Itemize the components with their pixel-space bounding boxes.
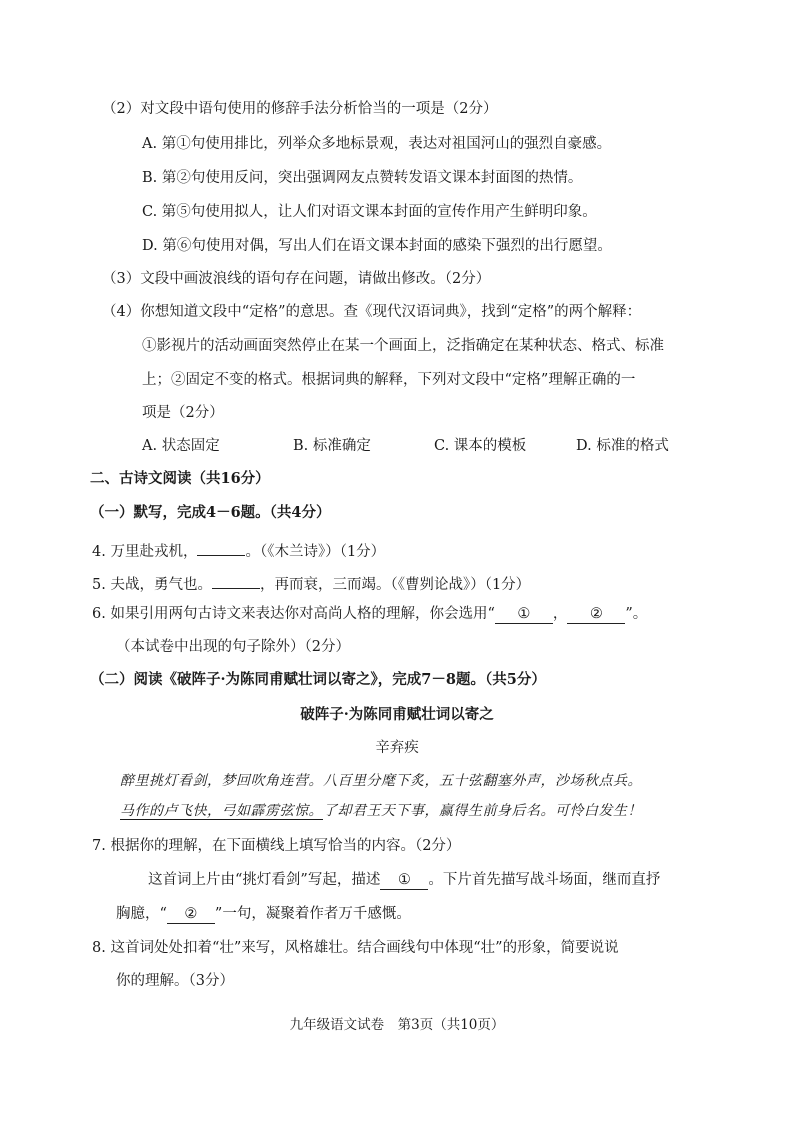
q4-option-d: D. 标准的格式: [576, 438, 669, 454]
poem-underlined-sentence: 马作的卢飞快，弓如霹雳弦惊。: [120, 803, 323, 819]
page-footer: 九年级语文试卷 第3页（共10页）: [289, 1017, 505, 1033]
q7-blank-1[interactable]: ①: [380, 871, 428, 890]
q7-line2: [116, 904, 411, 924]
q6-blank-2[interactable]: ②: [567, 605, 625, 624]
q6-line1: [92, 604, 647, 624]
q7-l2-prefix: 胸臆，“: [116, 906, 167, 922]
q8-line2: 你的理解。（3分）: [116, 973, 234, 989]
part2-title: （二）阅读《破阵子·为陈同甫赋壮词以寄之》，完成7－8题。（共5分）: [90, 671, 546, 688]
q4-recitation: [92, 537, 385, 562]
q5-answer-blank[interactable]: [212, 570, 260, 589]
poem-line-2: [120, 801, 642, 821]
q7-stem: 7. 根据你的理解，在下面横线上填写恰当的内容。（2分）: [92, 838, 461, 854]
q4-suffix: 。（《木兰诗》）（1分）: [245, 544, 386, 560]
q6-prefix: 6. 如果引用两句古诗文来表达你对高尚人格的理解，你会选用“: [92, 606, 495, 622]
part1-title: （一）默写，完成4－6题。（共4分）: [90, 504, 331, 521]
q6-sep: ，: [552, 606, 568, 622]
q3-stem: （3）文段中画波浪线的语句存在问题，请做出修改。（2分）: [102, 271, 491, 287]
q5-suffix: ，再而衰，三而竭。（《曹刿论战》）（1分）: [259, 577, 531, 593]
q7-l2-suffix: ”一句，凝聚着作者万千感慨。: [214, 906, 411, 922]
q6-line2: （本试卷中出现的句子除外）（2分）: [116, 639, 350, 655]
q2-option-b: B. 第②句使用反问，突出强调网友点赞转发语文课本封面图的热情。: [142, 170, 583, 186]
poem-title: 破阵子·为陈同甫赋壮词以寄之: [300, 706, 494, 723]
section-title: 二、古诗文阅读（共16分）: [90, 470, 270, 487]
q7-l1-suffix: 。下片首先描写战斗场面，继而直抒: [428, 872, 661, 888]
q2-option-c: C. 第⑤句使用拟人，让人们对语文课本封面的宣传作用产生鲜明印象。: [142, 204, 597, 220]
q5-prefix: 5. 夫战，勇气也。: [92, 577, 212, 593]
q4-option-a: A. 状态固定: [142, 438, 220, 454]
q5-recitation: [92, 570, 530, 595]
q6-blank-1[interactable]: ①: [495, 605, 553, 624]
q2-option-a: A. 第①句使用排比，列举众多地标景观，表达对祖国河山的强烈自豪感。: [142, 136, 612, 152]
q4-stem-line1: （4）你想知道文段中“定格”的意思。查《现代汉语词典》，找到“定格”的两个解释：: [102, 304, 642, 320]
q4-prefix: 4. 万里赴戎机，: [92, 544, 198, 560]
q2-option-d: D. 第⑥句使用对偶，写出人们在语文课本封面的感染下强烈的出行愿望。: [142, 238, 612, 254]
poem-author: 辛弃疾: [375, 740, 419, 756]
q7-line1: [148, 870, 660, 890]
q4-answer-blank[interactable]: [197, 537, 245, 556]
q7-l1-prefix: 这首词上片由“挑灯看剑”写起，描述: [148, 872, 381, 888]
q8-line1: 8. 这首词处处扣着“壮”来写，风格雄壮。结合画线句中体现“壮”的形象，简要说说: [92, 940, 619, 956]
q7-blank-2[interactable]: ②: [167, 905, 215, 924]
q6-suffix: ”。: [625, 606, 648, 622]
q4-stem-line2: ①影视片的活动画面突然停止在某一个画面上，泛指确定在某种状态、格式、标准: [142, 338, 664, 354]
q4-stem-line3: 上；②固定不变的格式。根据词典的解释，下列对文段中“定格”理解正确的一: [142, 372, 636, 388]
q2-stem: （2）对文段中语句使用的修辞手法分析恰当的一项是（2分）: [102, 101, 498, 117]
q4-option-b: B. 标准确定: [293, 438, 371, 454]
poem-line-1: 醉里挑灯看剑，梦回吹角连营。八百里分麾下炙，五十弦翻塞外声，沙场秋点兵。: [120, 773, 642, 789]
q4-option-c: C. 课本的模板: [434, 438, 527, 454]
poem-line-2-rest: 了却君王天下事，赢得生前身后名。可怜白发生！: [323, 803, 642, 819]
q4-stem-line4: 项是（2分）: [142, 405, 224, 421]
